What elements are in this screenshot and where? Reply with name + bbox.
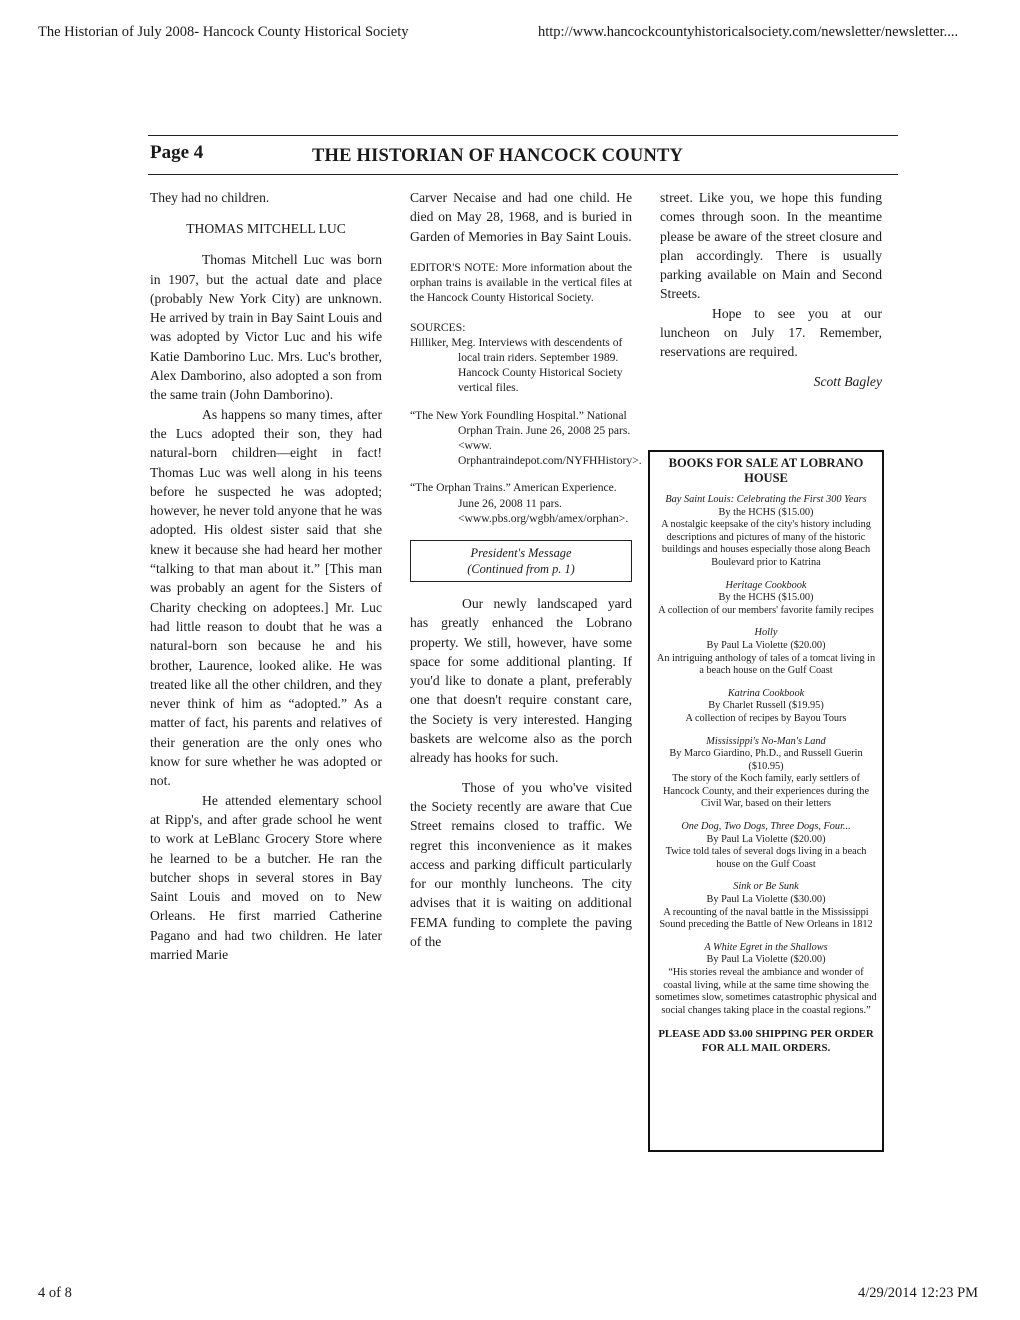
book-item: [654, 580, 878, 618]
book-description: “His stories reveal the ambiance and wonder of coastal living, while at the same time showing the sometimes slow, sometimes catastrophic physical and social changes taking place in the coastal regions.”: [655, 967, 877, 1016]
print-page-count: 4 of 8: [38, 1285, 72, 1301]
editors-note: EDITOR'S NOTE: More information about the orphan trains is available in the vertical files at the Hancock County Historical Society.: [410, 260, 632, 305]
book-author-price: By Paul La Violette ($20.00): [706, 954, 826, 966]
top-rule: [148, 135, 898, 136]
section-heading: THOMAS MITCHELL LUC: [186, 221, 346, 237]
book-title: Heritage Cookbook: [725, 579, 807, 591]
book-author-price: By Charlet Russell ($19.95): [708, 700, 824, 712]
header-rule: [148, 174, 898, 175]
book-author-price: By the HCHS ($15.00): [718, 592, 814, 604]
book-description: A recounting of the naval battle in the Mississippi Sound preceding the Battle of New Orleans in 1812: [659, 906, 873, 931]
book-title: Katrina Cookbook: [727, 687, 805, 699]
source-entry: “The Orphan Trains.” American Experience. June 26, 2008 11 pars. <www.pbs.org/wgbh/amex/orphan>.: [410, 481, 629, 525]
page-label: Page 4: [150, 142, 204, 163]
book-author-price: By Marco Giardino, Ph.D., and Russell Guerin ($10.95): [669, 748, 863, 772]
book-author-price: By Paul La Violette ($20.00): [706, 833, 826, 845]
newsletter-masthead: THE HISTORIAN OF HANCOCK COUNTY: [312, 146, 684, 166]
article-paragraph: Those of you who've visited the Society recently are aware that Cue Street remains closed to traffic. We regret this inconvenience as it makes access and parking difficult particularly for our monthly luncheons. The city advises that it is waiting on additional FEMA funding to complete the paving of the: [410, 779, 632, 949]
article-continuation: Carver Necaise and had one child. He died on May 28, 1968, and is buried in Garden of Memories in Bay Saint Louis.: [410, 190, 632, 244]
book-description: A collection of recipes by Bayou Tours: [685, 712, 847, 724]
article-paragraph: Thomas Mitchell Luc was born in 1907, but the actual date and place (probably New York City) are unknown. He arrived by train in Bay Saint Louis and was adopted by Victor Luc and his wife Katie Damborino Luc. Mrs. Luc's brother, Alex Damborino, also adopted a son from the same train (John Damborino).: [150, 252, 382, 403]
book-item: [654, 627, 878, 677]
book-description: An intriguing anthology of tales of a tomcat living in a beach house on the Gulf Coast: [656, 652, 876, 677]
book-item: [654, 494, 878, 570]
book-author-price: By Paul La Violette ($30.00): [706, 894, 826, 906]
source-entry: Hilliker, Meg. Interviews with descendents of local train riders. September 1989. Hancock County Historical Society vertical files.: [410, 335, 623, 395]
book-description: A nostalgic keepsake of the city's history including descriptions and pictures of many of the historic buildings and houses especially those along Beach Boulevard prior to Katrina: [661, 519, 871, 568]
browser-url: http://www.hancockcountyhistoricalsociety.com/newsletter/newsletter....: [538, 24, 959, 40]
source-entry: “The New York Foundling Hospital.” National Orphan Train. June 26, 2008 25 pars. <www. Orphantraindepot.com/NYFHHistory>.: [410, 408, 642, 468]
book-description: Twice told tales of several dogs living in a beach house on the Gulf Coast: [665, 846, 867, 870]
shipping-note: PLEASE ADD $3.00 SHIPPING PER ORDER FOR ALL MAIL ORDERS.: [658, 1028, 874, 1055]
books-box-title: BOOKS FOR SALE AT LOBRANO HOUSE: [668, 456, 864, 485]
article-paragraph: He attended elementary school at Ripp's, and after grade school he went to work at LeBlanc Grocery Store where he learned to be a butcher. He ran the butcher shops in several stores in Bay Saint Louis and moved on to New Orleans. He first married Catherine Pagano and had two children. He later married Marie: [150, 792, 382, 962]
book-title: A White Egret in the Shallows: [704, 941, 828, 953]
print-timestamp: 4/29/2014 12:23 PM: [858, 1285, 979, 1301]
browser-page-title: The Historian of July 2008- Hancock County Historical Society: [38, 24, 409, 40]
sources-label: SOURCES:: [410, 320, 466, 334]
column-2: [410, 188, 642, 951]
book-title: Bay Saint Louis: Celebrating the First 300 Years: [665, 494, 867, 505]
book-author-price: By the HCHS ($15.00): [718, 506, 814, 518]
book-item: [654, 688, 878, 726]
book-description: The story of the Koch family, early settlers of Hancock County, and their experiences during the Civil War, based on their letters: [662, 773, 870, 810]
column-1: [150, 188, 382, 964]
article-paragraph: Hope to see you at our luncheon on July 17. Remember, reservations are required.: [660, 305, 882, 360]
books-for-sale-box: [648, 450, 884, 1152]
article-paragraph: As happens so many times, after the Lucs adopted their son, they had natural-born children—eight in fact! Thomas Luc was well along in his teens before he suspected he was adopted; however, he never told anyone that he was adopted. His oldest sister said that she knew it because she had heard her mother “talking to that man about it.” [This man was probably an agent for the Sisters of Charity checking on adoptees.] Mr. Luc had little reason to doubt that he was a natural-born son because he and his brother, Laurence, looked alike. He was treated like all the other children, and they never think of him as “adopted.” As a matter of fact, his parents and relatives of their generation are the only ones who know for sure whether he was adopted or not.: [150, 406, 382, 789]
presidents-message-box: [410, 540, 632, 582]
book-title: Sink or Be Sunk: [733, 881, 799, 893]
book-title: Holly: [754, 627, 778, 639]
presidents-message-title: President's Message: [470, 545, 572, 560]
article-paragraph: Our newly landscaped yard has greatly enhanced the Lobrano property. We still, however, have some space for some additional planting. If you'd like to donate a plant, preferably one that doesn't require constant care, the Society is very interested. Hanging baskets are welcome also as the porch already has hooks for such.: [410, 595, 632, 766]
column-3: [660, 188, 882, 391]
book-description: A collection of our members' favorite family recipes: [658, 604, 874, 616]
book-title: Mississippi's No-Man's Land: [706, 735, 826, 747]
article-paragraph: street. Like you, we hope this funding comes through soon. In the meantime please be aware of the street closure and plan accordingly. There is usually parking available on Main and Second Streets.: [660, 190, 882, 302]
book-item: [654, 942, 878, 1018]
book-title: One Dog, Two Dogs, Three Dogs, Four...: [681, 821, 851, 833]
book-item: [654, 736, 878, 812]
book-item: [654, 881, 878, 931]
signature: Scott Bagley: [813, 373, 882, 389]
continued-from-note: (Continued from p. 1): [467, 561, 575, 576]
opening-line: They had no children.: [150, 190, 270, 205]
book-author-price: By Paul La Violette ($20.00): [706, 639, 826, 651]
book-item: [654, 821, 878, 871]
